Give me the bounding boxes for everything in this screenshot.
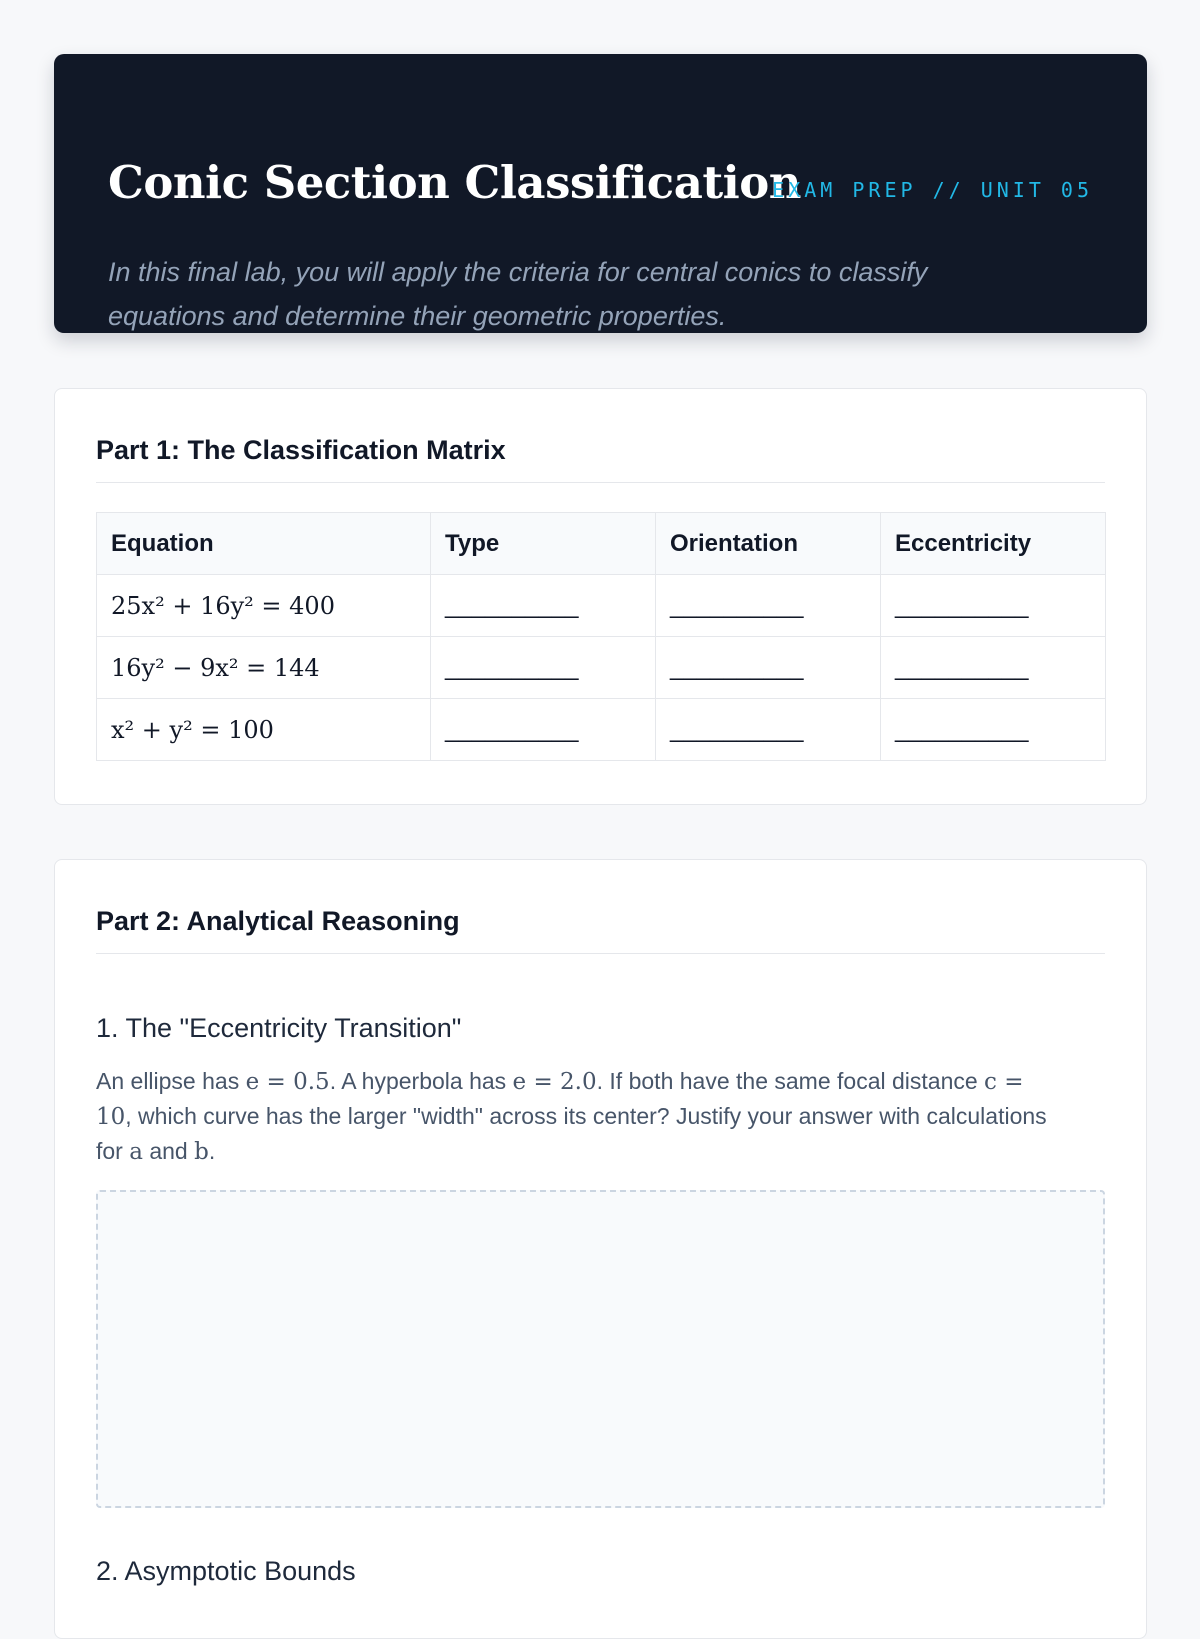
column-header-type: Type [431, 513, 656, 575]
question-text: . [208, 1138, 216, 1164]
math-expression: b [194, 1139, 209, 1165]
intro-text: In this final lab, you will apply the criteria for central conics to classify equations and determine their geometric properties. [108, 257, 928, 331]
question-1-heading: 1. The "Eccentricity Transition" [96, 1013, 462, 1043]
column-header-orientation: Orientation [656, 513, 881, 575]
question-text: . If both have the same focal distance [596, 1068, 985, 1094]
math-expression: a [129, 1139, 143, 1165]
equation-cell: 25x² + 16y² = 400 [97, 575, 431, 637]
math-expression: e = 0.5 [245, 1069, 330, 1095]
type-blank[interactable]: __________ [431, 699, 656, 761]
eccentricity-blank[interactable]: __________ [881, 699, 1106, 761]
part2-title: Part 2: Analytical Reasoning [96, 906, 1105, 954]
orientation-blank[interactable]: __________ [656, 637, 881, 699]
table-row [97, 575, 1106, 637]
orientation-blank[interactable]: __________ [656, 699, 881, 761]
unit-tag: EXAM PREP // UNIT 05 [772, 178, 1093, 202]
part1-card [54, 388, 1147, 805]
table-row [97, 637, 1106, 699]
question-text: , which curve has the larger "width" across its center? Justify your answer with calculations for [96, 1103, 1047, 1164]
equation-cell: 16y² − 9x² = 144 [97, 637, 431, 699]
math-expression: c = 10 [96, 1069, 1024, 1130]
question-text: and [142, 1138, 195, 1164]
page-title: Conic Section Classification [108, 156, 801, 209]
type-blank[interactable]: __________ [431, 637, 656, 699]
math-expression: e = 2.0 [512, 1069, 597, 1095]
column-header-eccentricity: Eccentricity [881, 513, 1106, 575]
question-text: . A hyperbola has [329, 1068, 513, 1094]
question-text: An ellipse has [96, 1068, 246, 1094]
column-header-equation: Equation [97, 513, 431, 575]
part2-card [54, 859, 1147, 1639]
table-row [97, 699, 1106, 761]
question-1-text [96, 1064, 1056, 1169]
eccentricity-blank[interactable]: __________ [881, 637, 1106, 699]
part1-title: Part 1: The Classification Matrix [96, 435, 1105, 483]
classification-table [96, 512, 1106, 761]
table-header-row [97, 513, 1106, 575]
page-header [54, 54, 1147, 333]
eccentricity-blank[interactable]: __________ [881, 575, 1106, 637]
orientation-blank[interactable]: __________ [656, 575, 881, 637]
equation-cell: x² + y² = 100 [97, 699, 431, 761]
question-2-heading: 2. Asymptotic Bounds [96, 1556, 356, 1586]
answer-box[interactable] [96, 1190, 1105, 1508]
type-blank[interactable]: __________ [431, 575, 656, 637]
